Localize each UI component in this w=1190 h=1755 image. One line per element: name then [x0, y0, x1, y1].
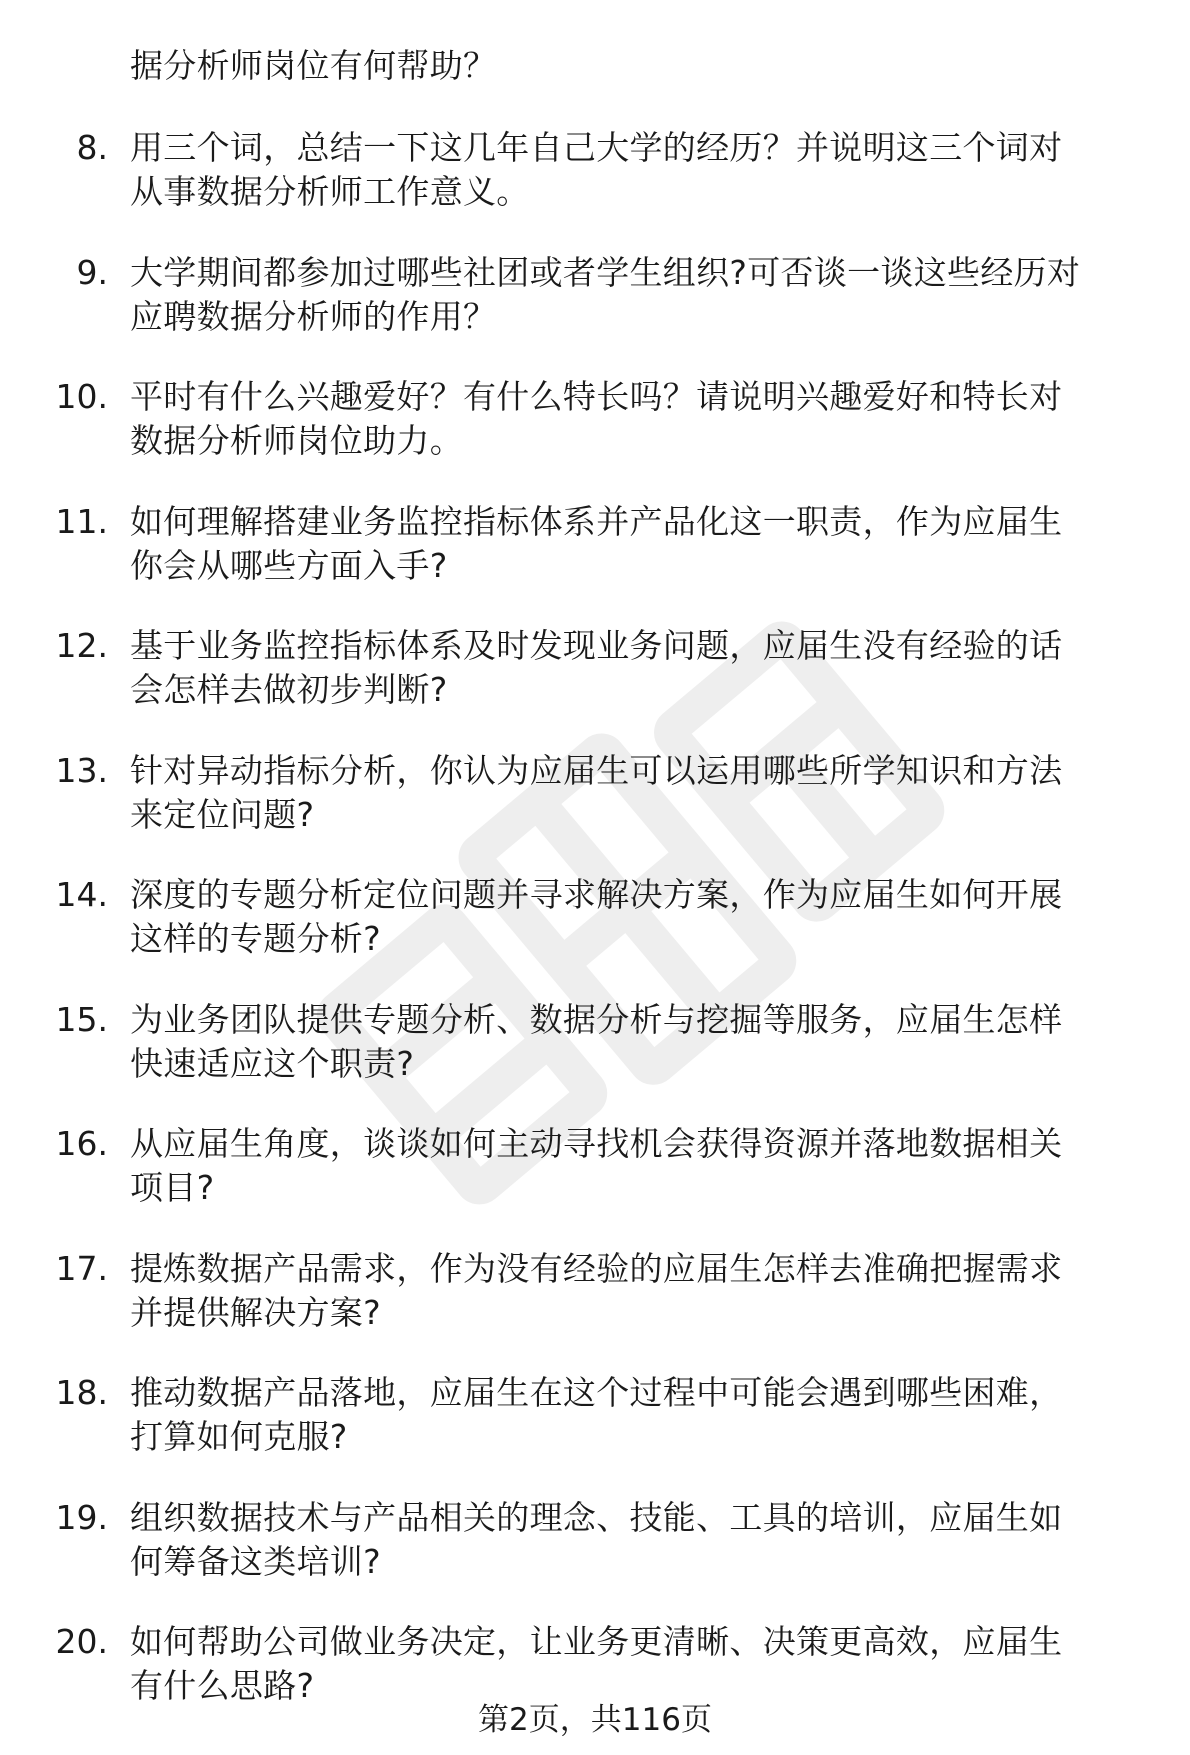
item-number: 16.: [55, 1124, 108, 1163]
item-number: 14.: [55, 875, 108, 914]
text-line: 应聘数据分析师的作用？: [130, 297, 497, 336]
text-line: 用三个词，总结一下这几年自己大学的经历？并说明这三个词对: [130, 128, 1063, 167]
item-number: 15.: [55, 1000, 108, 1039]
text-line: 会怎样去做初步判断?: [130, 670, 448, 709]
text-line: 推动数据产品落地，应届生在这个过程中可能会遇到哪些困难，: [130, 1373, 1063, 1412]
item-number: 19.: [55, 1498, 108, 1537]
item-text: [130, 126, 1170, 214]
text-line: 据分析师岗位有何帮助？: [130, 46, 497, 85]
item-text: [130, 1247, 1170, 1335]
item-text: [130, 1496, 1170, 1584]
text-line: 提炼数据产品需求，作为没有经验的应届生怎样去准确把握需求: [130, 1249, 1063, 1288]
text-line: 大学期间都参加过哪些社团或者学生组织?可否谈一谈这些经历对: [130, 253, 1081, 292]
item-number: 8.: [76, 128, 108, 167]
text-line: 何筹备这类培训?: [130, 1542, 381, 1581]
item-number: 9.: [76, 253, 108, 292]
text-line: 深度的专题分析定位问题并寻求解决方案，作为应届生如何开展: [130, 875, 1063, 914]
text-line: 如何理解搭建业务监控指标体系并产品化这一职责，作为应届生: [130, 502, 1063, 541]
text-line: 从事数据分析师工作意义。: [130, 172, 530, 211]
text-line: 从应届生角度，谈谈如何主动寻找机会获得资源并落地数据相关: [130, 1124, 1063, 1163]
item-text: [130, 1620, 1170, 1708]
item-text: [130, 500, 1170, 588]
item-text: [130, 375, 1170, 463]
item-number: 18.: [55, 1373, 108, 1412]
text-line: 打算如何克服?: [130, 1417, 348, 1456]
item-text: [130, 251, 1170, 339]
text-line: 来定位问题?: [130, 795, 315, 834]
item-number: 17.: [55, 1249, 108, 1288]
item-number: 12.: [55, 626, 108, 665]
text-line: 并提供解决方案?: [130, 1293, 381, 1332]
text-line: 数据分析师岗位助力。: [130, 421, 463, 460]
item-text: [130, 1122, 1170, 1210]
text-line: 这样的专题分析?: [130, 919, 381, 958]
item-text: [130, 1371, 1170, 1459]
item-text: [130, 998, 1170, 1086]
item-text: [130, 624, 1170, 712]
text-line: 快速适应这个职责?: [130, 1044, 415, 1083]
item-number: 13.: [55, 751, 108, 790]
text-line: 有什么思路?: [130, 1666, 315, 1705]
text-line: 基于业务监控指标体系及时发现业务问题，应届生没有经验的话: [130, 626, 1063, 665]
text-line: 针对异动指标分析，你认为应届生可以运用哪些所学知识和方法: [130, 751, 1063, 790]
item-text: [130, 749, 1170, 837]
text-line: 为业务团队提供专题分析、数据分析与挖掘等服务，应届生怎样: [130, 1000, 1063, 1039]
item-number: 10.: [55, 377, 108, 416]
page-number: 第2页，共116页: [478, 1702, 712, 1738]
text-line: 平时有什么兴趣爱好？有什么特长吗？请说明兴趣爱好和特长对: [130, 377, 1063, 416]
item-number: 11.: [55, 502, 108, 541]
text-line: 如何帮助公司做业务决定，让业务更清晰、决策更高效，应届生: [130, 1622, 1063, 1661]
text-line: 组织数据技术与产品相关的理念、技能、工具的培训，应届生如: [130, 1498, 1063, 1537]
item-number: 20.: [55, 1622, 108, 1661]
text-line: 项目?: [130, 1168, 215, 1207]
item-text: [130, 873, 1170, 961]
text-line: 你会从哪些方面入手?: [130, 546, 448, 585]
